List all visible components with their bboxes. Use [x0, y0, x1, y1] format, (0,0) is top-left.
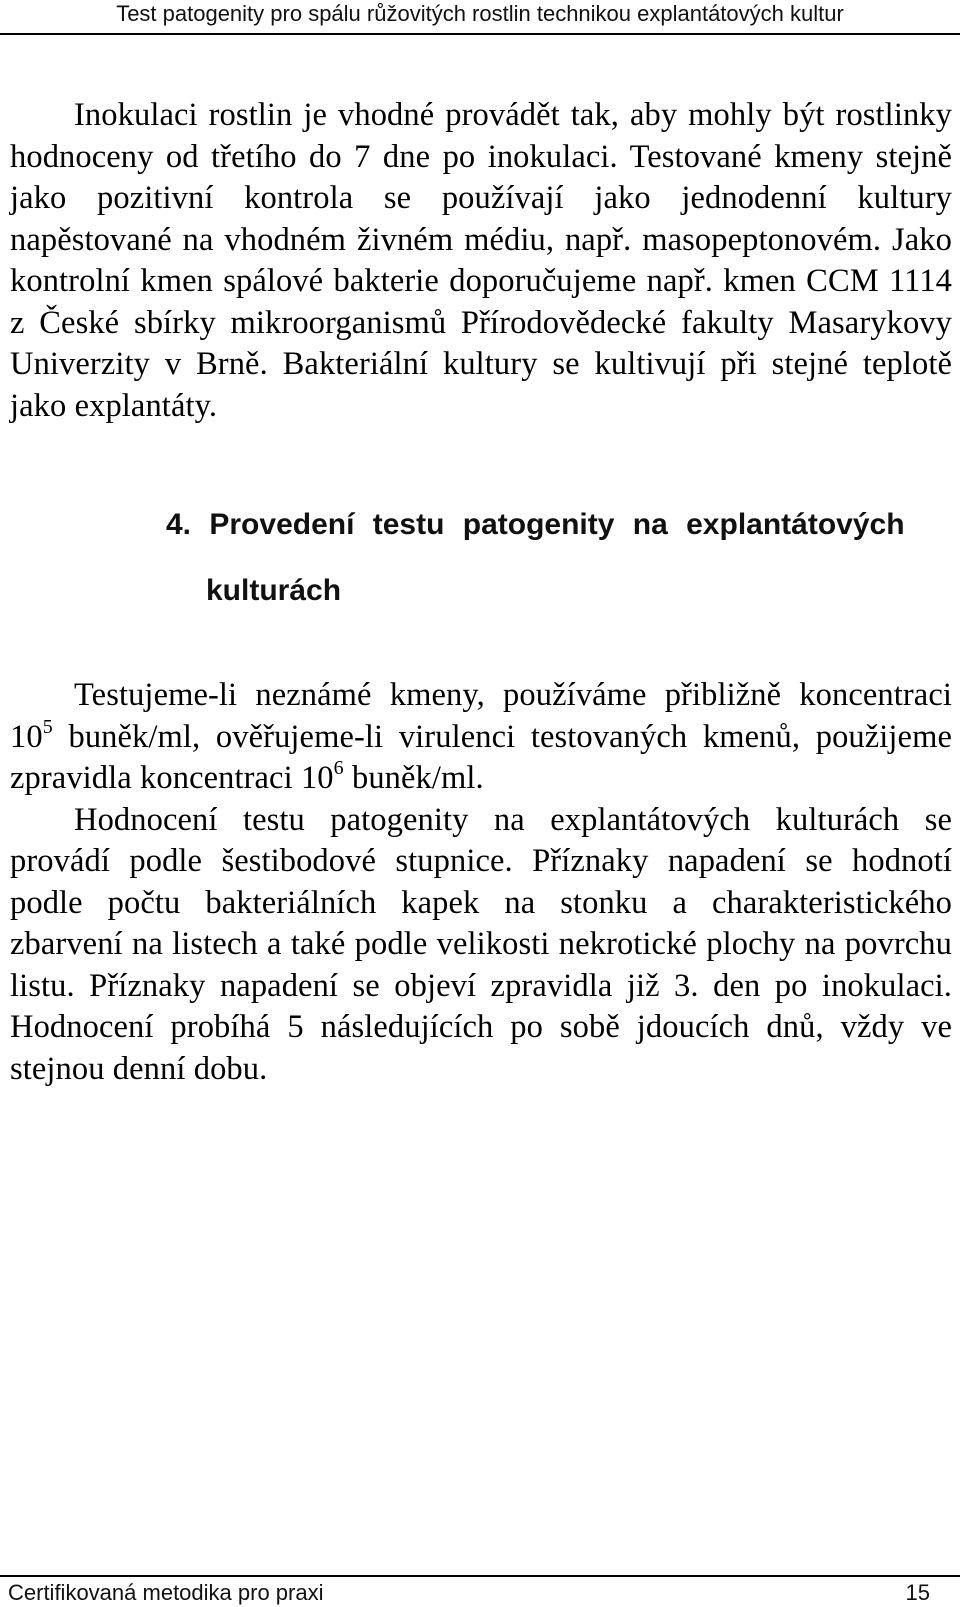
section-title-line2: kulturách	[206, 574, 342, 607]
section-number: 4.	[166, 508, 192, 541]
section-heading	[166, 508, 956, 542]
text-part3: buněk/ml.	[343, 760, 484, 796]
text-part1: Testujeme-li neznámé kmeny, používáme přibližně koncentraci 10	[10, 677, 952, 755]
header-divider	[0, 33, 960, 35]
running-header: Test patogenity pro spálu růžovitých rostlin technikou explantátových kultur	[116, 1, 844, 26]
section-heading-continued	[206, 574, 960, 608]
section-title-line1: Provedení testu patogenity na explantátových	[209, 508, 905, 541]
paragraph-test-procedure	[10, 675, 952, 1090]
footer-divider	[0, 1575, 960, 1577]
exponent-5: 5	[42, 715, 53, 738]
page-number: 15	[905, 1580, 930, 1605]
text-part4: Hodnocení testu patogenity na explantátových kulturách se provádí podle šestibodové stupnice. Příznaky napadení se hodnotí podle počtu bakteriálních kapek na stonku a charakteristického zbarvení na listech a také podle velikosti nekrotické plochy na povrchu listu. Příznaky napadení se objeví zpravidla již 3. den po inokulaci. Hodnocení probíhá 5 následujících po sobě jdoucích dnů, vždy ve stejnou denní dobu.	[10, 801, 952, 1087]
exponent-6: 6	[333, 757, 344, 779]
paragraph-text: Inokulaci rostlin je vhodné provádět tak, aby mohly být rostlinky hodnoceny od třetího do 7 dne po inokulaci. Testované kmeny stejně jako pozitivní kontrola se používají jako jednodenní kultury napěstované na vhodném živném médiu, např. masopeptonovém. Jako kontrolní kmen spálové bakterie doporučujeme např. kmen CCM 1114 z České sbírky mikroorganismů Přírodovědecké fakulty Masarykovy Univerzity v Brně. Bakteriální kultury se kultivují při stejné teplotě jako explantáty.	[10, 97, 952, 424]
text-part2: buněk/ml, ověřujeme-li virulenci testovaných kmenů, použijeme zpravidla koncentraci 10	[10, 718, 952, 796]
footer-label: Certifikovaná metodika pro praxi	[8, 1580, 324, 1605]
paragraph-inoculation	[10, 95, 952, 427]
